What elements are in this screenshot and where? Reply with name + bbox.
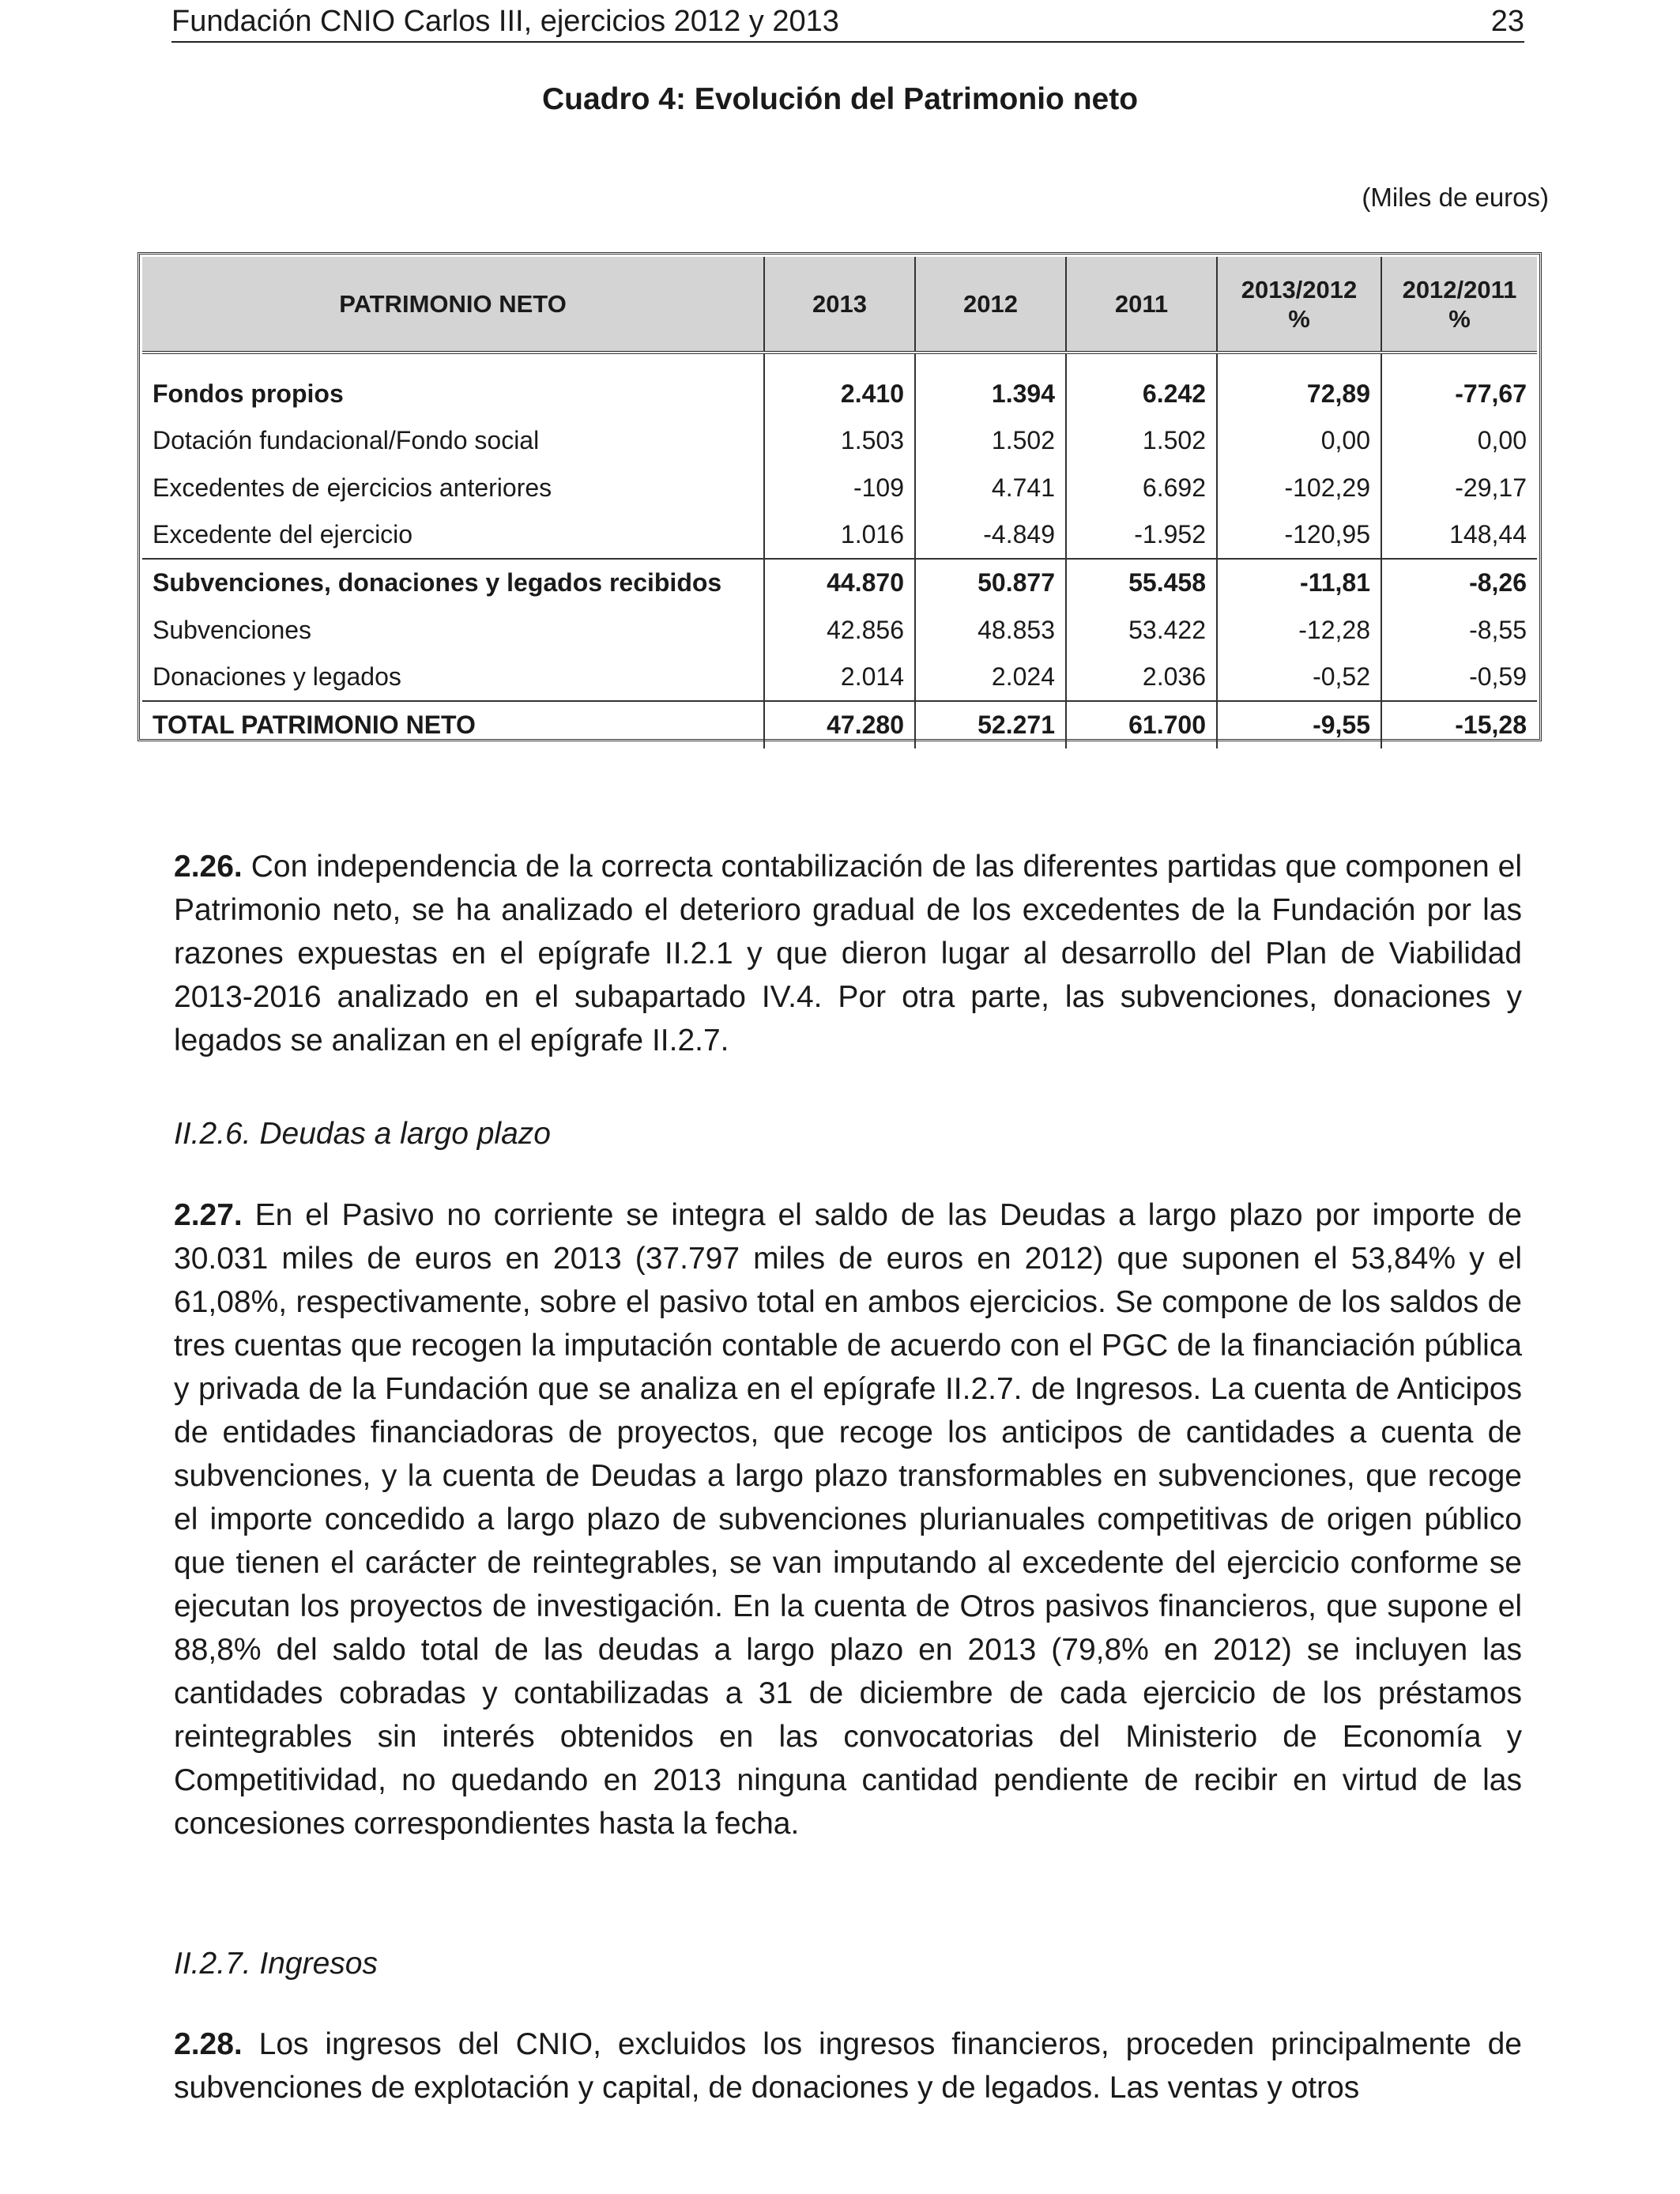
row-label: Fondos propios — [153, 379, 344, 408]
row-label: Dotación fundacional/Fondo social — [153, 425, 540, 454]
table-cell: 2.024 — [915, 654, 1066, 701]
table-title: Cuadro 4: Evolución del Patrimonio neto — [541, 82, 1139, 116]
row-label: Excedente del ejercicio — [153, 520, 413, 548]
table-cell: 2.410 — [764, 352, 915, 417]
page-number: 23 — [1490, 5, 1524, 38]
table-cell: 48.853 — [915, 606, 1066, 654]
paragraph-number: 2.26. — [174, 850, 243, 884]
table-cell: -0,59 — [1381, 654, 1537, 701]
table-row — [142, 559, 1537, 606]
table-cell: -11,81 — [1217, 559, 1381, 606]
table-cell: 42.856 — [764, 606, 915, 654]
table-cell: -4.849 — [915, 511, 1066, 559]
row-label: Excedentes de ejercicios anteriores — [153, 473, 552, 502]
section-heading-deudas: II.2.6. Deudas a largo plazo — [174, 1117, 551, 1151]
table-cell: -29,17 — [1381, 464, 1537, 511]
column-header: 2012/2011 % — [1381, 257, 1537, 352]
table-total-row — [142, 701, 1537, 748]
table-cell: -109 — [764, 464, 915, 511]
paragraph-text: En el Pasivo no corriente se integra el saldo de las Deudas a largo plazo por importe de 30.031 miles de euros en 2013 (37.797 miles de euros en 2012) que suponen el 53,84% y el 61,08%, respectivamente, sobre el pasivo total en ambos ejercicios. Se compone de los saldos de tres cuentas que recogen la imputación contable de acuerdo con el PGC de la financiación pública y privada de la Fundación que se analiza en el epígrafe II.2.7. de Ingresos. La cuenta de Anticipos de entidades financiadoras de proyectos, que recoge los anticipos de cantidades a cuenta de subvenciones, y la cuenta de Deudas a largo plazo transformables en subvenciones, que recoge el importe concedido a largo plazo de subvenciones plurianuales competitivas de origen público que tienen el carácter de reintegrables, se van imputando al excedente del ejercicio conforme se ejecutan los proyectos de investigación. En la cuenta de Otros pasivos financieros, que supone el 88,8% del saldo total de las deudas a largo plazo en 2013 (79,8% en 2012) se incluyen las cantidades cobradas y contabilizadas a 31 de diciembre de cada ejercicio de los préstamos reintegrables sin interés obtenidos en las convocatorias del Ministerio de Economía y Competitividad, no quedando en 2013 ninguna cantidad pendiente de recibir en virtud de las concesiones correspondientes hasta la fecha. — [174, 1198, 1522, 1841]
table-cell: 47.280 — [764, 701, 915, 748]
column-header: 2013/2012 % — [1217, 257, 1381, 352]
table-cell: -120,95 — [1217, 511, 1381, 559]
table-cell: -9,55 — [1217, 701, 1381, 748]
table-cell: -12,28 — [1217, 606, 1381, 654]
table-cell: -15,28 — [1381, 701, 1537, 748]
paragraph-text: Con independencia de la correcta contabilización de las diferentes partidas que componen el Patrimonio neto, se ha analizado el deterioro gradual de los excedentes de la Fundación por las razones expuestas en el epígrafe II.2.1 y que dieron lugar al desarrollo del Plan de Viabilidad 2013-2016 analizado en el subapartado IV.4. Por otra parte, las subvenciones, donaciones y legados se analizan en el epígrafe II.2.7. — [174, 850, 1522, 1057]
table-row — [142, 654, 1537, 701]
table-cell: -8,55 — [1381, 606, 1537, 654]
table-cell: 53.422 — [1066, 606, 1217, 654]
table-cell: -0,52 — [1217, 654, 1381, 701]
row-label: Donaciones y legados — [153, 662, 401, 691]
table-cell: 1.502 — [1066, 417, 1217, 464]
table-cell: 61.700 — [1066, 701, 1217, 748]
table-cell: 44.870 — [764, 559, 915, 606]
table-cell: 1.502 — [915, 417, 1066, 464]
table-cell: 4.741 — [915, 464, 1066, 511]
row-label: Subvenciones — [153, 615, 312, 644]
table-cell: 2.036 — [1066, 654, 1217, 701]
row-label: TOTAL PATRIMONIO NETO — [142, 701, 764, 748]
table-cell: 0,00 — [1217, 417, 1381, 464]
table-cell: 6.242 — [1066, 352, 1217, 417]
table-units: (Miles de euros) — [1362, 183, 1549, 212]
page-header — [171, 3, 1524, 43]
paragraph-2-26 — [174, 845, 1522, 1062]
table-row — [142, 464, 1537, 511]
section-heading-ingresos: II.2.7. Ingresos — [174, 1947, 378, 1981]
equity-table-frame — [137, 252, 1542, 741]
table-cell: 2.014 — [764, 654, 915, 701]
paragraph-text: Los ingresos del CNIO, excluidos los ingresos financieros, proceden principalmente de subvenciones de explotación y capital, de donaciones y de legados. Las ventas y otros — [174, 2027, 1522, 2105]
table-row — [142, 511, 1537, 559]
table-cell: 50.877 — [915, 559, 1066, 606]
table-row — [142, 352, 1537, 417]
table-cell: -77,67 — [1381, 352, 1537, 417]
table-cell: -102,29 — [1217, 464, 1381, 511]
column-header: PATRIMONIO NETO — [142, 257, 764, 352]
column-header: 2012 — [915, 257, 1066, 352]
table-header-row — [142, 257, 1537, 352]
table-cell: 1.503 — [764, 417, 915, 464]
table-cell: 1.394 — [915, 352, 1066, 417]
table-cell: 0,00 — [1381, 417, 1537, 464]
table-cell: 72,89 — [1217, 352, 1381, 417]
table-cell: -8,26 — [1381, 559, 1537, 606]
table-cell: 52.271 — [915, 701, 1066, 748]
table-cell: 55.458 — [1066, 559, 1217, 606]
equity-table — [142, 257, 1537, 748]
column-header: 2011 — [1066, 257, 1217, 352]
column-header: 2013 — [764, 257, 915, 352]
table-cell: 6.692 — [1066, 464, 1217, 511]
paragraph-2-27 — [174, 1193, 1522, 1845]
paragraph-number: 2.28. — [174, 2027, 243, 2061]
table-row — [142, 417, 1537, 464]
table-cell: 148,44 — [1381, 511, 1537, 559]
table-row — [142, 606, 1537, 654]
paragraph-number: 2.27. — [174, 1198, 243, 1232]
table-cell: -1.952 — [1066, 511, 1217, 559]
paragraph-2-28 — [174, 2022, 1522, 2109]
running-title: Fundación CNIO Carlos III, ejercicios 2012 y 2013 — [171, 5, 839, 38]
table-cell: 1.016 — [764, 511, 915, 559]
row-label: Subvenciones, donaciones y legados recibidos — [142, 559, 764, 606]
